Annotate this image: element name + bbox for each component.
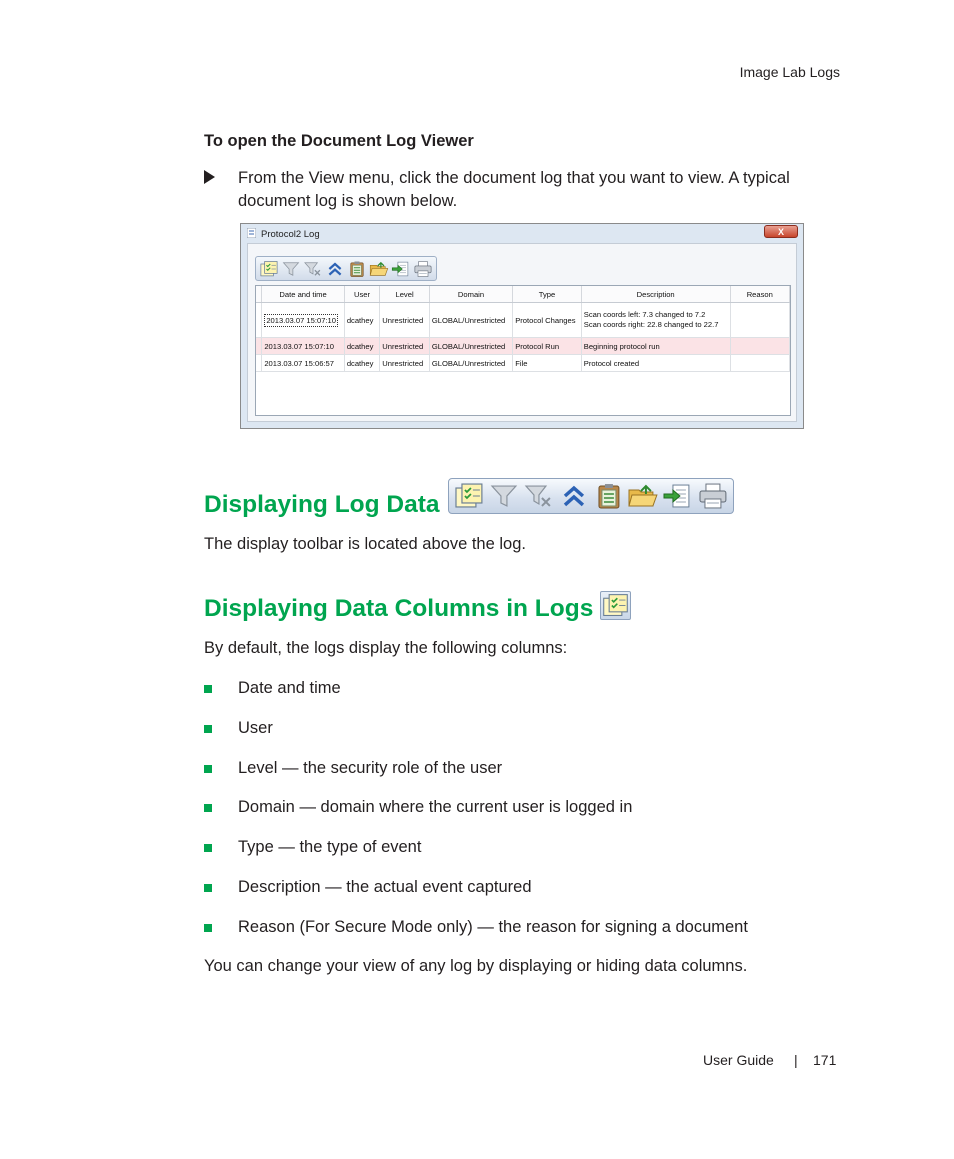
cell-user: dcathey	[344, 338, 379, 355]
cell-user: dcathey	[344, 355, 379, 372]
bullet-icon	[204, 685, 212, 693]
export-icon[interactable]	[391, 259, 411, 279]
page-number: 171	[813, 1052, 837, 1068]
step-arrow-icon	[204, 170, 215, 184]
column-header-date[interactable]: Date and time	[262, 286, 345, 303]
section-heading-log-data: Displaying Log Data	[204, 491, 440, 518]
window-client-area	[247, 243, 797, 422]
open-folder-icon	[627, 482, 659, 510]
log-window-icon	[247, 228, 256, 238]
cell-level: Unrestricted	[380, 338, 430, 355]
running-head: Image Lab Logs	[739, 64, 840, 80]
cell-type: Protocol Run	[513, 338, 582, 355]
grid-header-row	[256, 286, 790, 303]
bullet-icon	[204, 884, 212, 892]
collapse-icon	[558, 482, 590, 510]
description-line: Scan coords left: 7.3 changed to 7.2	[583, 310, 706, 319]
document-log-window	[240, 223, 804, 429]
columns-icon-box	[600, 591, 631, 620]
cell-level: Unrestricted	[380, 355, 430, 372]
column-header-type[interactable]: Type	[513, 286, 582, 303]
description-line: Scan coords right: 22.8 changed to 22.7	[583, 320, 719, 329]
print-icon	[697, 482, 729, 510]
list-item: Type — the type of event	[238, 838, 422, 856]
cell-domain: GLOBAL/Unrestricted	[429, 303, 512, 338]
bullet-icon	[204, 725, 212, 733]
bullet-icon	[204, 804, 212, 812]
column-header-user[interactable]: User	[344, 286, 379, 303]
section1-body: The display toolbar is located above the log.	[204, 535, 526, 553]
clear-filter-icon[interactable]	[303, 259, 323, 279]
list-item: Level — the security role of the user	[238, 759, 503, 777]
list-item: User	[238, 719, 273, 737]
column-header-reason[interactable]: Reason	[730, 286, 789, 303]
section-heading-data-columns: Displaying Data Columns in Logs	[204, 595, 594, 622]
collapse-icon[interactable]	[325, 259, 345, 279]
export-icon	[662, 482, 694, 510]
footer-separator: |	[794, 1052, 798, 1068]
columns-icon	[601, 592, 630, 619]
list-item: Date and time	[238, 679, 341, 697]
cell-reason	[730, 303, 789, 338]
display-toolbar-image	[448, 478, 734, 514]
list-item: Description — the actual event captured	[238, 878, 532, 896]
table-row[interactable]	[256, 338, 790, 355]
procedure-title: To open the Document Log Viewer	[204, 132, 474, 150]
cell-date: 2013.03.07 15:06:57	[262, 355, 345, 372]
open-folder-icon[interactable]	[369, 259, 389, 279]
cell-description: Beginning protocol run	[581, 338, 730, 355]
log-toolbar	[255, 256, 437, 281]
cell-domain: GLOBAL/Unrestricted	[429, 355, 512, 372]
cell-type: Protocol Changes	[513, 303, 582, 338]
clear-filter-icon	[523, 482, 555, 510]
log-grid	[255, 285, 791, 416]
table-row[interactable]	[256, 303, 790, 338]
filter-icon[interactable]	[281, 259, 301, 279]
window-close-button[interactable]: X	[764, 225, 798, 238]
print-icon[interactable]	[413, 259, 433, 279]
column-header-level[interactable]: Level	[380, 286, 430, 303]
cell-date	[262, 303, 345, 338]
cell-date-text: 2013.03.07 15:07:10	[266, 315, 336, 325]
clipboard-icon[interactable]	[347, 259, 367, 279]
cell-description	[581, 303, 730, 338]
bullet-icon	[204, 844, 212, 852]
section2-intro: By default, the logs display the following columns:	[204, 639, 568, 657]
column-header-domain[interactable]: Domain	[429, 286, 512, 303]
cell-type: File	[513, 355, 582, 372]
bullet-icon	[204, 924, 212, 932]
cell-reason	[730, 338, 789, 355]
list-item: Domain — domain where the current user is logged in	[238, 798, 633, 816]
window-title: Protocol2 Log	[261, 229, 320, 240]
footer-guide-label: User Guide	[703, 1052, 774, 1068]
cell-date: 2013.03.07 15:07:10	[262, 338, 345, 355]
columns-icon[interactable]	[259, 259, 279, 279]
bullet-icon	[204, 765, 212, 773]
cell-level: Unrestricted	[380, 303, 430, 338]
cell-user: dcathey	[344, 303, 379, 338]
procedure-step: From the View menu, click the document log that you want to view. A typical document log is shown below.	[238, 169, 790, 210]
cell-description: Protocol created	[581, 355, 730, 372]
filter-icon	[488, 482, 520, 510]
table-row[interactable]	[256, 355, 790, 372]
cell-reason	[730, 355, 789, 372]
columns-icon	[453, 482, 485, 510]
cell-domain: GLOBAL/Unrestricted	[429, 338, 512, 355]
column-header-description[interactable]: Description	[581, 286, 730, 303]
section2-closing: You can change your view of any log by displaying or hiding data columns.	[204, 957, 748, 975]
clipboard-icon	[593, 482, 625, 510]
list-item: Reason (For Secure Mode only) — the reason for signing a document	[238, 918, 748, 936]
